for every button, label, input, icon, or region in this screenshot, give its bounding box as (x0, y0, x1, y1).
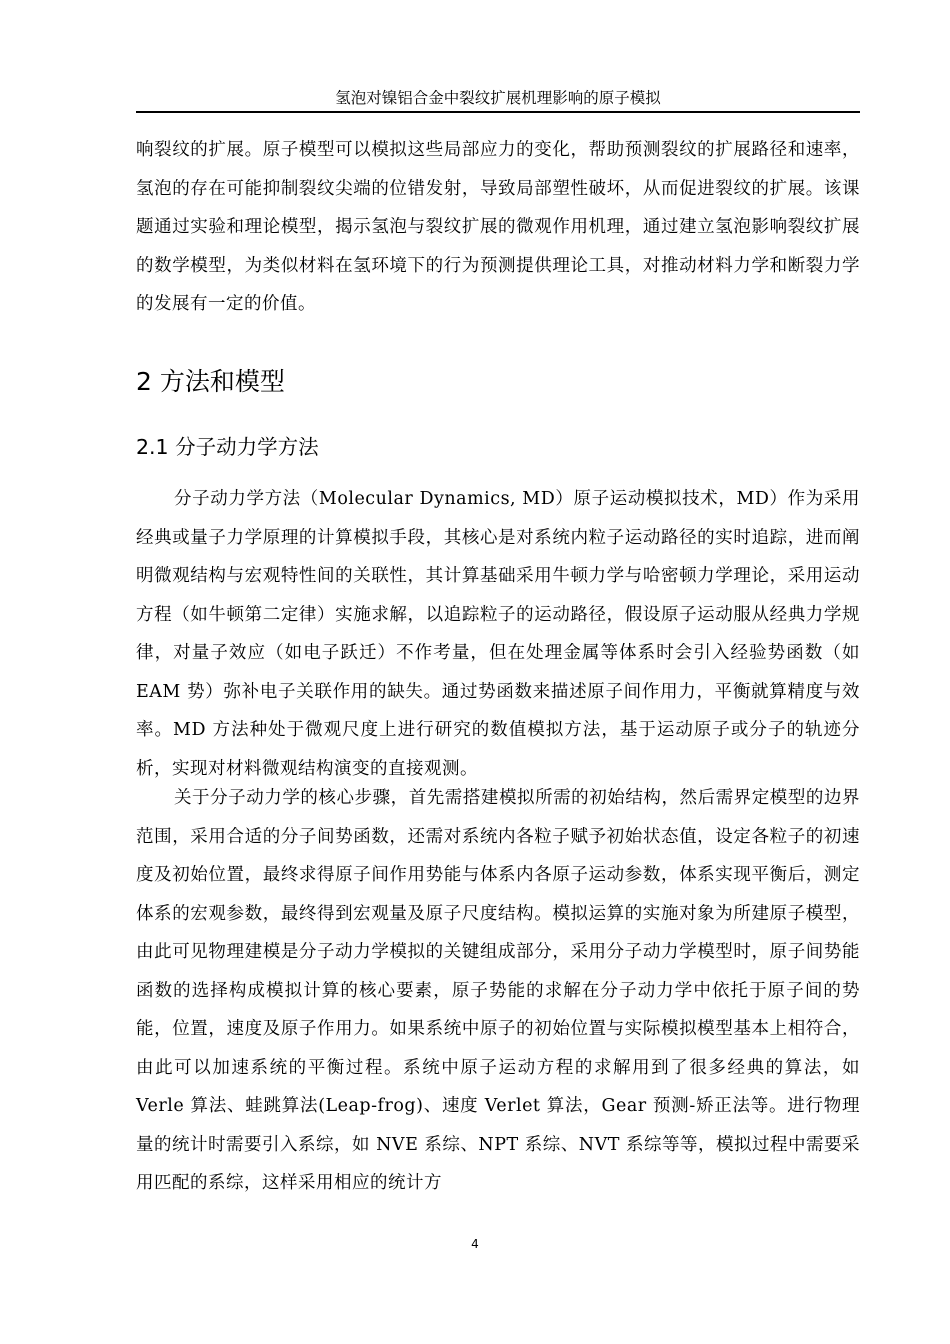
paragraph-md-definition: 分子动力学方法（Molecular Dynamics, MD）原子运动模拟技术，MD）作为采用经典或量子力学原理的计算模拟手段，其核心是对系统内粒子运动路径的实时追踪，进而阐明微观结构与宏观特性间的关联性，其计算基础采用牛顿力学与哈密顿力学理论，采用运动方程（如牛顿第二定律）实施求解，以追踪粒子的运动路径，假设原子运动服从经典力学规律，对量子效应（如电子跃迁）不作考量，但在处理金属等体系时会引入经验势函数（如 EAM 势）弥补电子关联作用的缺失。通过势函数来描述原子间作用力，平衡就算精度与效率。MD 方法种处于微观尺度上进行研究的数值模拟方法，基于运动原子或分子的轨迹分析，实现对材料微观结构演变的直接观测。 (136, 489, 860, 779)
header-rule (136, 111, 860, 113)
running-header-title: 氢泡对镍铝合金中裂纹扩展机理影响的原子模拟 (335, 89, 661, 107)
section-heading-2: 2 方法和模型 (136, 367, 285, 396)
section-heading-2-1: 2.1 分子动力学方法 (136, 435, 319, 459)
paragraph-intro-continued: 响裂纹的扩展。原子模型可以模拟这些局部应力的变化，帮助预测裂纹的扩展路径和速率，氢泡的存在可能抑制裂纹尖端的位错发射，导致局部塑性破坏，从而促进裂纹的扩展。该课题通过实验和理论模型，揭示氢泡与裂纹扩展的微观作用机理，通过建立氢泡影响裂纹扩展的数学模型，为类似材料在氢环境下的行为预测提供理论工具，对推动材料力学和断裂力学的发展有一定的价值。 (136, 140, 860, 314)
page-number: 4 (471, 1237, 479, 1251)
paragraph-md-steps: 关于分子动力学的核心步骤，首先需搭建模拟所需的初始结构，然后需界定模型的边界范围，采用合适的分子间势函数，还需对系统内各粒子赋予初始状态值，设定各粒子的初速度及初始位置，最终求得原子间作用势能与体系内各原子运动参数，体系实现平衡后，测定体系的宏观参数，最终得到宏观量及原子尺度结构。模拟运算的实施对象为所建原子模型，由此可见物理建模是分子动力学模拟的关键组成部分，采用分子动力学模型时，原子间势能函数的选择构成模拟计算的核心要素，原子势能的求解在分子动力学中依托于原子间的势能，位置，速度及原子作用力。如果系统中原子的初始位置与实际模拟模型基本上相符合，由此可以加速系统的平衡过程。系统中原子运动方程的求解用到了很多经典的算法，如 Verle 算法、蛙跳算法(Leap-frog)、速度 Verlet 算法，Gear 预测-矫正法等。进行物理量的统计时需要引入系综，如 NVE 系综、NPT 系综、NVT 系综等等，模拟过程中需要采用匹配的系综，这样采用相应的统计方 (136, 788, 860, 1193)
